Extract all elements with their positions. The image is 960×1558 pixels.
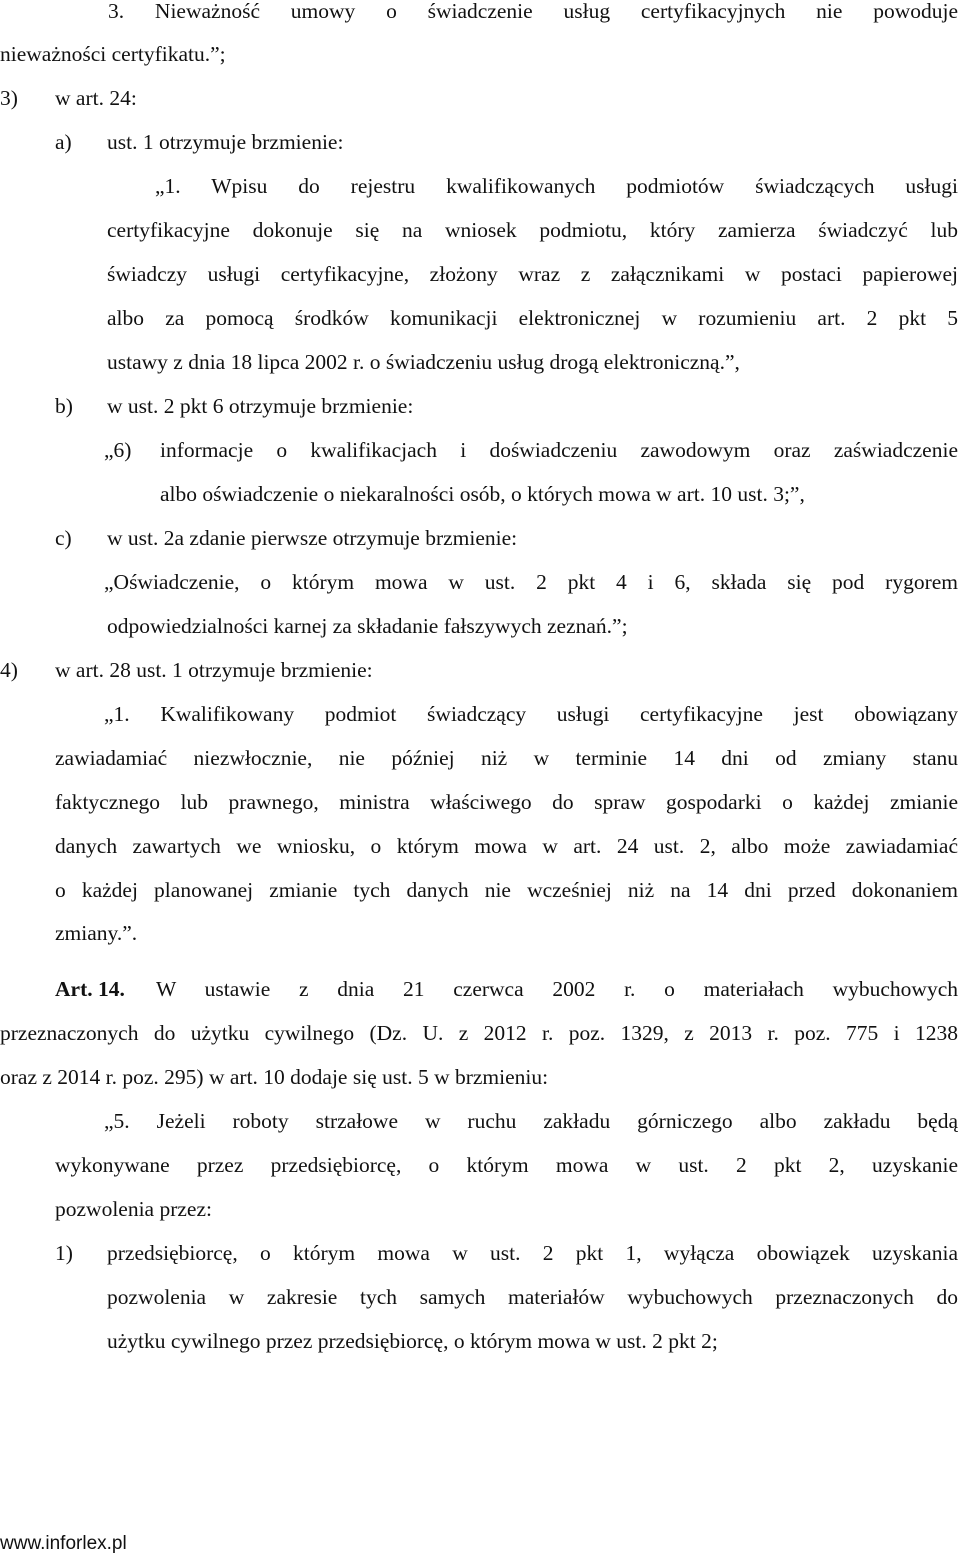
text-line: W ustawie z dnia 21 czerwca 2002 r. o materiałach wybuchowych <box>156 977 958 1001</box>
text-line: odpowiedzialności karnej za składanie fałszywych zeznań.”; <box>107 614 628 638</box>
text-line: wykonywane przez przedsiębiorcę, o którym mowa w ust. 2 pkt 2, uzyskanie <box>55 1153 958 1177</box>
text-line: pozwolenia w zakresie tych samych materiałów wybuchowych przeznaczonych do <box>107 1285 958 1309</box>
list-marker: c) <box>55 526 72 550</box>
list-marker: 4) <box>0 658 18 682</box>
text-line: użytku cywilnego przez przedsiębiorcę, o którym mowa w ust. 2 pkt 2; <box>107 1329 718 1353</box>
text-line: ustawy z dnia 18 lipca 2002 r. o świadczeniu usług drogą elektroniczną.”, <box>107 350 740 374</box>
text-line: w ust. 2 pkt 6 otrzymuje brzmienie: <box>107 394 414 418</box>
text-line: ust. 1 otrzymuje brzmienie: <box>107 130 344 154</box>
text-line: o każdej planowanej zmianie tych danych nie wcześniej niż na 14 dni przed dokonaniem <box>55 878 958 902</box>
text-line: albo oświadczenie o niekaralności osób, o których mowa w art. 10 ust. 3;”, <box>160 482 805 506</box>
text-line: w art. 24: <box>55 86 137 110</box>
text-line: „1. Kwalifikowany podmiot świadczący usługi certyfikacyjne jest obowiązany <box>104 702 958 726</box>
text-line: świadczy usługi certyfikacyjne, złożony wraz z załącznikami w postaci papierowej <box>107 262 958 286</box>
list-marker: a) <box>55 130 72 154</box>
text-line: zawiadamiać niezwłocznie, nie później niż w terminie 14 dni od zmiany stanu <box>55 746 958 770</box>
text-line: nieważności certyfikatu.”; <box>0 42 226 66</box>
text-line: „Oświadczenie, o którym mowa w ust. 2 pkt 4 i 6, składa się pod rygorem <box>104 570 958 594</box>
text-line: informacje o kwalifikacjach i doświadczeniu zawodowym oraz zaświadczenie <box>160 438 958 462</box>
text-line: faktycznego lub prawnego, ministra właściwego do spraw gospodarki o każdej zmianie <box>55 790 958 814</box>
text-line: albo za pomocą środków komunikacji elektronicznej w rozumieniu art. 2 pkt 5 <box>107 306 958 330</box>
text-line: w ust. 2a zdanie pierwsze otrzymuje brzmienie: <box>107 526 518 550</box>
text-line: danych zawartych we wniosku, o którym mowa w art. 24 ust. 2, albo może zawiadamiać <box>55 834 958 858</box>
text-line: zmiany.”. <box>55 921 138 945</box>
article-number: Art. 14. <box>55 977 125 1001</box>
text-line: oraz z 2014 r. poz. 295) w art. 10 dodaje się ust. 5 w brzmieniu: <box>0 1065 549 1089</box>
footer-watermark: www.inforlex.pl <box>0 1533 127 1554</box>
text-line: pozwolenia przez: <box>55 1197 212 1221</box>
list-marker: 3) <box>0 86 18 110</box>
text-line: „1. Wpisu do rejestru kwalifikowanych podmiotów świadczących usługi <box>155 174 958 198</box>
text-line: „5. Jeżeli roboty strzałowe w ruchu zakładu górniczego albo zakładu będą <box>104 1109 958 1133</box>
text-line: przedsiębiorcę, o którym mowa w ust. 2 pkt 1, wyłącza obowiązek uzyskania <box>107 1241 958 1265</box>
list-marker: b) <box>55 394 73 418</box>
text-line: w art. 28 ust. 1 otrzymuje brzmienie: <box>55 658 373 682</box>
list-marker: 1) <box>55 1241 73 1265</box>
text-line: 3. Nieważność umowy o świadczenie usług certyfikacyjnych nie powoduje <box>108 0 958 23</box>
list-marker: „6) <box>104 438 132 462</box>
text-line: certyfikacyjne dokonuje się na wniosek podmiotu, który zamierza świadczyć lub <box>107 218 958 242</box>
text-line: przeznaczonych do użytku cywilnego (Dz. U. z 2012 r. poz. 1329, z 2013 r. poz. 775 i 1238 <box>0 1021 958 1045</box>
